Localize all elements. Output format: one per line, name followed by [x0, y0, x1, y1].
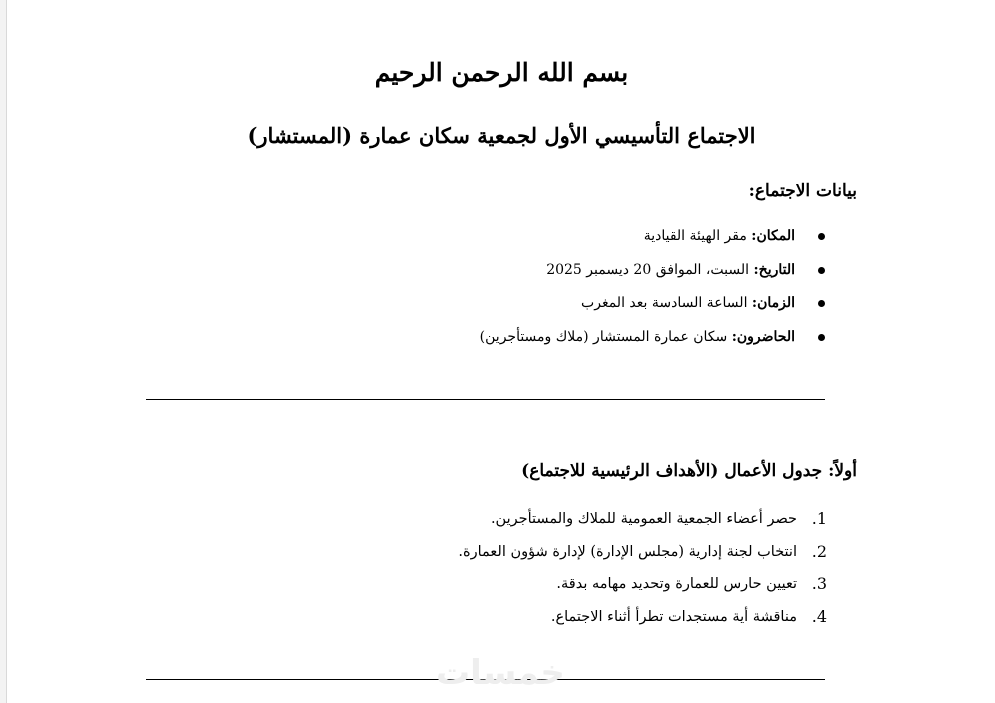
bullet-icon [818, 334, 825, 341]
bullet-icon [818, 300, 825, 307]
meeting-info-key: المكان: [751, 228, 795, 244]
meeting-info-item-date [480, 258, 825, 292]
meeting-info-value: سكان عمارة المستشار (ملاك ومستأجرين) [479, 328, 732, 345]
agenda-item [458, 571, 827, 604]
agenda-item-number: 1. [811, 509, 827, 528]
agenda-item-text: انتخاب لجنة إدارية (مجلس الإدارة) لإدارة شؤون العمارة. [458, 543, 797, 560]
meeting-info-value: الساعة السادسة بعد المغرب [581, 295, 752, 311]
agenda-item-number: 3. [811, 574, 827, 594]
watermark-logo: خمسات [436, 653, 565, 693]
meeting-info-heading: بيانات الاجتماع: [748, 181, 857, 201]
meeting-info-list [480, 224, 825, 358]
agenda-item-number: 2. [811, 541, 827, 561]
agenda-item-text: تعيين حارس للعمارة وتحديد مهامه بدقة. [556, 576, 797, 593]
meeting-info-value: السبت، الموافق 20 ديسمبر 2025 [546, 261, 754, 278]
agenda-item-text: مناقشة أية مستجدات تطرأ أثناء الاجتماع. [550, 609, 797, 626]
agenda-item [458, 506, 827, 539]
meeting-info-key: التاريخ: [753, 261, 795, 278]
meeting-info-key: الحاضرون: [731, 328, 795, 345]
meeting-info-value: مقر الهيئة القيادية [643, 228, 752, 244]
agenda-item [458, 539, 827, 572]
meeting-info-item-attendees [480, 325, 825, 359]
document-title: الاجتماع التأسيسي الأول لجمعية سكان عمارة (المستشار) [247, 123, 756, 148]
meeting-info-key: الزمان: [751, 295, 795, 311]
agenda-item-text: حصر أعضاء الجمعية العمومية للملاك والمستأجرين. [490, 511, 797, 527]
bullet-icon [818, 233, 825, 240]
meeting-info-item-time [480, 291, 825, 325]
meeting-info-item-place [480, 224, 825, 258]
basmala-heading: بسم الله الرحمن الرحيم [374, 58, 629, 87]
bullet-icon [818, 267, 825, 274]
agenda-heading: أولاً: جدول الأعمال (الأهداف الرئيسية للاجتماع) [521, 461, 857, 481]
agenda-list [458, 506, 827, 637]
horizontal-divider [146, 399, 825, 400]
agenda-item [458, 604, 827, 637]
agenda-item-number: 4. [811, 607, 827, 627]
